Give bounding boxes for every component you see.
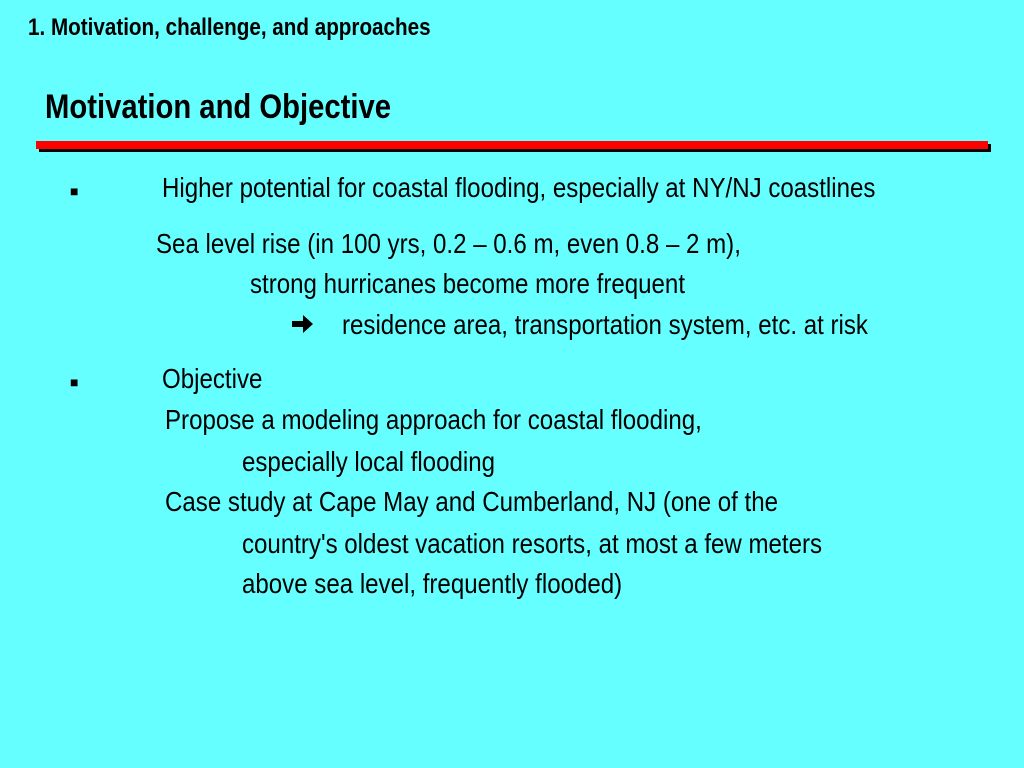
title-divider <box>36 141 988 149</box>
bullet-2-line-1: Propose a modeling approach for coastal flooding, <box>165 404 702 435</box>
bullet-2-heading: Objective <box>162 363 263 394</box>
bullet-2-line-5: above sea level, frequently flooded) <box>242 568 623 599</box>
section-label: 1. Motivation, challenge, and approaches <box>28 14 431 41</box>
bullet-marker-2: ■ <box>70 374 79 390</box>
bullet-1-line-1: Sea level rise (in 100 yrs, 0.2 – 0.6 m, even 0.8 – 2 m), <box>156 228 741 259</box>
slide-title: Motivation and Objective <box>45 88 392 126</box>
bullet-2-line-4: country's oldest vacation resorts, at most a few meters <box>242 528 823 559</box>
bullet-marker-1: ■ <box>70 183 79 199</box>
bullet-1-heading: Higher potential for coastal flooding, especially at NY/NJ coastlines <box>162 172 876 203</box>
bullet-2-line-2: especially local flooding <box>242 446 496 477</box>
bullet-1-line-3: residence area, transportation system, etc. at risk <box>342 309 868 340</box>
bullet-2-line-3: Case study at Cape May and Cumberland, NJ (one of the <box>165 486 779 517</box>
right-arrow-icon <box>292 314 314 334</box>
bullet-1-line-2: strong hurricanes become more frequent <box>250 268 686 299</box>
